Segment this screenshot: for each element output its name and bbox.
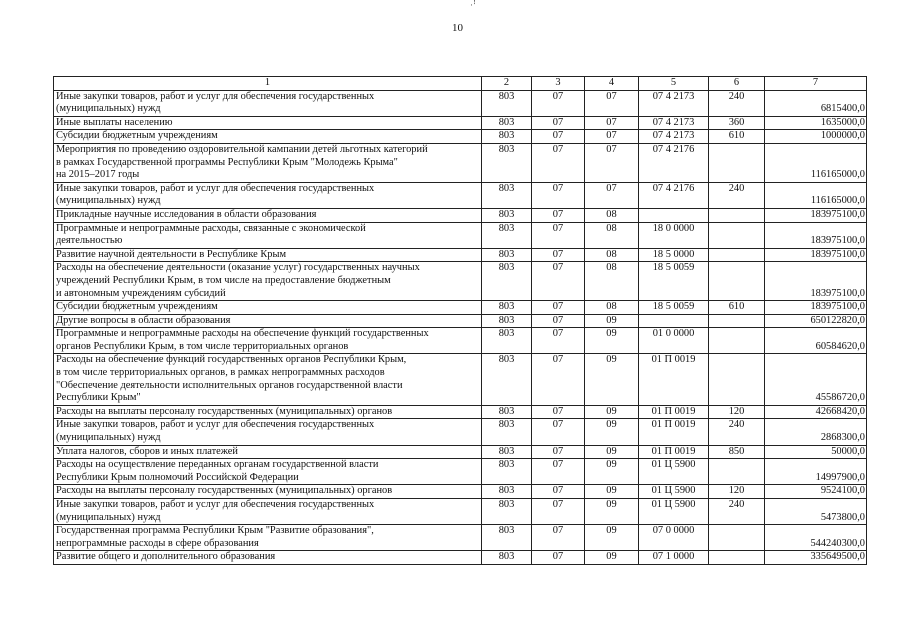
row-section-code: 07 xyxy=(532,301,585,315)
row-expense-type-code: 610 xyxy=(709,130,765,144)
row-description: Иные закупки товаров, работ и услуг для обеспечения государственных (муниципальных) нужд xyxy=(54,499,482,525)
row-subsection-code: 09 xyxy=(585,485,639,499)
row-subsection-code: 08 xyxy=(585,262,639,301)
row-expense-type-code: 240 xyxy=(709,182,765,208)
row-expense-type-code: 240 xyxy=(709,90,765,116)
row-target-article-code: 01 Ц 5900 xyxy=(639,499,709,525)
row-description: Государственная программа Республики Крым "Развитие образования", непрограммные расходы в сфере образования xyxy=(54,525,482,551)
row-target-article-code: 01 П 0019 xyxy=(639,405,709,419)
row-description: Развитие общего и дополнительного образования xyxy=(54,551,482,565)
row-subsection-code: 07 xyxy=(585,90,639,116)
table-row xyxy=(54,314,867,328)
row-description: Программные и непрограммные расходы на обеспечение функций государственных органов Республики Крым, в том числе территориальных органов xyxy=(54,328,482,354)
column-header: 6 xyxy=(709,77,765,91)
row-expense-type-code xyxy=(709,262,765,301)
table-row xyxy=(54,551,867,565)
row-subsection-code: 07 xyxy=(585,143,639,182)
column-header: 7 xyxy=(765,77,867,91)
row-description: Субсидии бюджетным учреждениям xyxy=(54,301,482,315)
row-section-code: 07 xyxy=(532,90,585,116)
column-header: 5 xyxy=(639,77,709,91)
row-section-code: 07 xyxy=(532,459,585,485)
row-expense-type-code xyxy=(709,208,765,222)
row-description: Иные выплаты населению xyxy=(54,116,482,130)
row-expense-type-code: 120 xyxy=(709,485,765,499)
row-amount: 544240300,0 xyxy=(765,525,867,551)
row-subsection-code: 08 xyxy=(585,301,639,315)
row-expense-type-code xyxy=(709,314,765,328)
row-subsection-code: 09 xyxy=(585,459,639,485)
row-amount: 183975100,0 xyxy=(765,222,867,248)
table-row xyxy=(54,301,867,315)
row-expense-type-code: 850 xyxy=(709,445,765,459)
row-expense-type-code xyxy=(709,328,765,354)
row-ministry-code: 803 xyxy=(482,328,532,354)
row-amount: 6815400,0 xyxy=(765,90,867,116)
row-expense-type-code xyxy=(709,222,765,248)
table-row xyxy=(54,208,867,222)
column-header: 2 xyxy=(482,77,532,91)
row-target-article-code: 07 1 0000 xyxy=(639,551,709,565)
row-section-code: 07 xyxy=(532,182,585,208)
row-description: Программные и непрограммные расходы, связанные с экономической деятельностью xyxy=(54,222,482,248)
row-ministry-code: 803 xyxy=(482,130,532,144)
row-description: Прикладные научные исследования в области образования xyxy=(54,208,482,222)
table-row xyxy=(54,262,867,301)
row-amount: 14997900,0 xyxy=(765,459,867,485)
row-ministry-code: 803 xyxy=(482,445,532,459)
row-ministry-code: 803 xyxy=(482,499,532,525)
table-row xyxy=(54,459,867,485)
row-expense-type-code xyxy=(709,525,765,551)
row-section-code: 07 xyxy=(532,328,585,354)
row-ministry-code: 803 xyxy=(482,459,532,485)
row-description: Расходы на обеспечение деятельности (оказание услуг) государственных научных учреждений Республики Крым, в том числе на предоставление бюджетным и автономным учреждениям субсидий xyxy=(54,262,482,301)
row-target-article-code: 18 5 0000 xyxy=(639,248,709,262)
row-ministry-code: 803 xyxy=(482,208,532,222)
row-description: Расходы на выплаты персоналу государственных (муниципальных) органов xyxy=(54,485,482,499)
row-amount: 60584620,0 xyxy=(765,328,867,354)
row-target-article-code: 18 5 0059 xyxy=(639,301,709,315)
row-expense-type-code xyxy=(709,551,765,565)
row-section-code: 07 xyxy=(532,314,585,328)
column-header: 4 xyxy=(585,77,639,91)
row-section-code: 07 xyxy=(532,354,585,405)
row-expense-type-code: 240 xyxy=(709,419,765,445)
table-row xyxy=(54,405,867,419)
row-expense-type-code: 610 xyxy=(709,301,765,315)
row-subsection-code: 09 xyxy=(585,405,639,419)
row-description: Уплата налогов, сборов и иных платежей xyxy=(54,445,482,459)
table-row xyxy=(54,143,867,182)
row-amount: 335649500,0 xyxy=(765,551,867,565)
column-header-row xyxy=(54,77,867,91)
row-target-article-code: 01 П 0019 xyxy=(639,354,709,405)
column-header: 3 xyxy=(532,77,585,91)
row-ministry-code: 803 xyxy=(482,116,532,130)
row-subsection-code: 09 xyxy=(585,445,639,459)
row-amount: 183975100,0 xyxy=(765,208,867,222)
row-subsection-code: 09 xyxy=(585,419,639,445)
row-target-article-code xyxy=(639,208,709,222)
row-description: Другие вопросы в области образования xyxy=(54,314,482,328)
row-description: Субсидии бюджетным учреждениям xyxy=(54,130,482,144)
row-section-code: 07 xyxy=(532,116,585,130)
table-row xyxy=(54,445,867,459)
row-subsection-code: 09 xyxy=(585,499,639,525)
row-description: Развитие научной деятельности в Республике Крым xyxy=(54,248,482,262)
column-header: 1 xyxy=(54,77,482,91)
table-row xyxy=(54,222,867,248)
table-row xyxy=(54,419,867,445)
table-row xyxy=(54,90,867,116)
row-ministry-code: 803 xyxy=(482,248,532,262)
row-ministry-code: 803 xyxy=(482,485,532,499)
row-target-article-code: 18 0 0000 xyxy=(639,222,709,248)
row-expense-type-code xyxy=(709,143,765,182)
row-section-code: 07 xyxy=(532,208,585,222)
row-target-article-code: 01 Ц 5900 xyxy=(639,485,709,499)
row-subsection-code: 09 xyxy=(585,551,639,565)
row-target-article-code xyxy=(639,314,709,328)
table-row xyxy=(54,248,867,262)
row-expense-type-code xyxy=(709,459,765,485)
row-target-article-code: 01 Ц 5900 xyxy=(639,459,709,485)
row-description: Иные закупки товаров, работ и услуг для обеспечения государственных (муниципальных) нужд xyxy=(54,182,482,208)
table-row xyxy=(54,499,867,525)
row-ministry-code: 803 xyxy=(482,222,532,248)
row-amount: 42668420,0 xyxy=(765,405,867,419)
row-section-code: 07 xyxy=(532,143,585,182)
row-target-article-code: 01 П 0019 xyxy=(639,445,709,459)
row-subsection-code: 09 xyxy=(585,314,639,328)
row-section-code: 07 xyxy=(532,222,585,248)
row-section-code: 07 xyxy=(532,405,585,419)
row-target-article-code: 07 4 2176 xyxy=(639,182,709,208)
row-target-article-code: 07 4 2176 xyxy=(639,143,709,182)
row-ministry-code: 803 xyxy=(482,525,532,551)
row-subsection-code: 08 xyxy=(585,208,639,222)
row-amount: 183975100,0 xyxy=(765,248,867,262)
row-ministry-code: 803 xyxy=(482,90,532,116)
row-subsection-code: 08 xyxy=(585,222,639,248)
row-subsection-code: 09 xyxy=(585,525,639,551)
row-amount: 183975100,0 xyxy=(765,301,867,315)
row-amount: 1635000,0 xyxy=(765,116,867,130)
row-expense-type-code: 120 xyxy=(709,405,765,419)
row-section-code: 07 xyxy=(532,525,585,551)
row-amount: 116165000,0 xyxy=(765,182,867,208)
row-target-article-code: 07 0 0000 xyxy=(639,525,709,551)
row-ministry-code: 803 xyxy=(482,551,532,565)
row-amount: 5473800,0 xyxy=(765,499,867,525)
row-description: Расходы на обеспечение функций государственных органов Республики Крым, в том числе территориальных органов, в рамках непрограммных расходов "Обеспечение деятельности исполнительных органов государственной власти Республики Крым" xyxy=(54,354,482,405)
row-section-code: 07 xyxy=(532,262,585,301)
row-ministry-code: 803 xyxy=(482,314,532,328)
row-section-code: 07 xyxy=(532,419,585,445)
row-ministry-code: 803 xyxy=(482,262,532,301)
table-row xyxy=(54,182,867,208)
table-row xyxy=(54,130,867,144)
row-target-article-code: 07 4 2173 xyxy=(639,90,709,116)
row-expense-type-code xyxy=(709,354,765,405)
row-description: Иные закупки товаров, работ и услуг для обеспечения государственных (муниципальных) нужд xyxy=(54,90,482,116)
row-amount: 50000,0 xyxy=(765,445,867,459)
row-amount: 45586720,0 xyxy=(765,354,867,405)
row-target-article-code: 18 5 0059 xyxy=(639,262,709,301)
row-amount: 116165000,0 xyxy=(765,143,867,182)
row-amount: 650122820,0 xyxy=(765,314,867,328)
row-description: Расходы на осуществление переданных органам государственной власти Республики Крым полномочий Российской Федерации xyxy=(54,459,482,485)
row-description: Мероприятия по проведению оздоровительной кампании детей льготных категорий в рамках Государственной программы Республики Крым "Молодежь Крыма" на 2015–2017 годы xyxy=(54,143,482,182)
row-target-article-code: 07 4 2173 xyxy=(639,116,709,130)
row-ministry-code: 803 xyxy=(482,143,532,182)
row-ministry-code: 803 xyxy=(482,419,532,445)
scan-mark: ·ꜝ xyxy=(470,0,476,10)
page-number: 10 xyxy=(452,22,463,34)
budget-table xyxy=(53,76,867,565)
row-amount: 1000000,0 xyxy=(765,130,867,144)
row-ministry-code: 803 xyxy=(482,182,532,208)
row-target-article-code: 01 0 0000 xyxy=(639,328,709,354)
table-row xyxy=(54,485,867,499)
row-target-article-code: 07 4 2173 xyxy=(639,130,709,144)
row-description: Расходы на выплаты персоналу государственных (муниципальных) органов xyxy=(54,405,482,419)
table-row xyxy=(54,354,867,405)
row-target-article-code: 01 П 0019 xyxy=(639,419,709,445)
row-ministry-code: 803 xyxy=(482,301,532,315)
row-amount: 9524100,0 xyxy=(765,485,867,499)
row-expense-type-code xyxy=(709,248,765,262)
row-subsection-code: 07 xyxy=(585,182,639,208)
row-ministry-code: 803 xyxy=(482,405,532,419)
row-subsection-code: 08 xyxy=(585,248,639,262)
row-description: Иные закупки товаров, работ и услуг для обеспечения государственных (муниципальных) нужд xyxy=(54,419,482,445)
row-amount: 183975100,0 xyxy=(765,262,867,301)
row-section-code: 07 xyxy=(532,445,585,459)
row-expense-type-code: 360 xyxy=(709,116,765,130)
row-subsection-code: 09 xyxy=(585,328,639,354)
table-row xyxy=(54,328,867,354)
row-expense-type-code: 240 xyxy=(709,499,765,525)
row-subsection-code: 09 xyxy=(585,354,639,405)
row-section-code: 07 xyxy=(532,248,585,262)
row-amount: 2868300,0 xyxy=(765,419,867,445)
row-ministry-code: 803 xyxy=(482,354,532,405)
table-row xyxy=(54,116,867,130)
row-subsection-code: 07 xyxy=(585,130,639,144)
row-section-code: 07 xyxy=(532,499,585,525)
row-section-code: 07 xyxy=(532,130,585,144)
row-section-code: 07 xyxy=(532,485,585,499)
table-row xyxy=(54,525,867,551)
row-subsection-code: 07 xyxy=(585,116,639,130)
row-section-code: 07 xyxy=(532,551,585,565)
